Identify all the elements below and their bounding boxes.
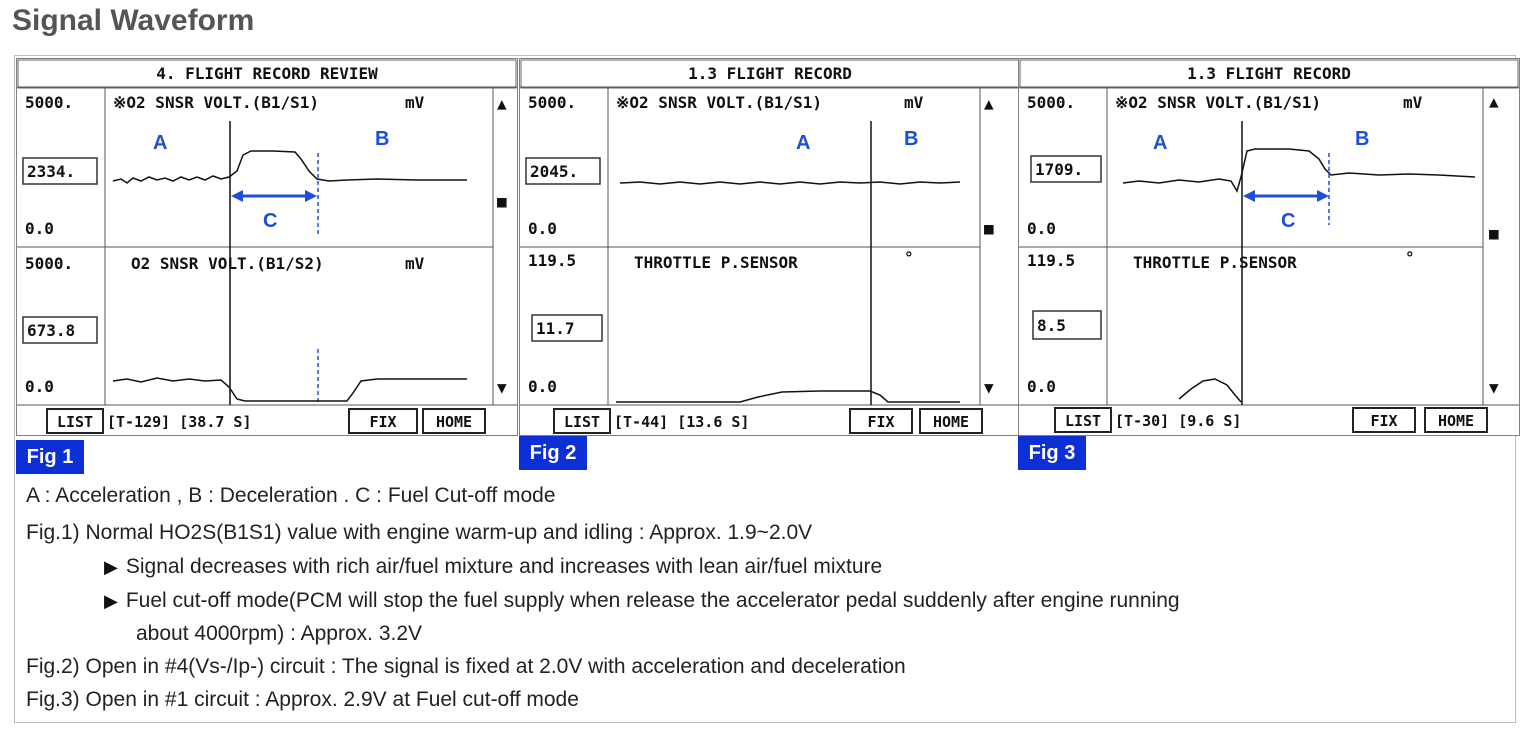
scroll-thumb-icon[interactable]: ■ xyxy=(984,219,994,238)
marker-c: C xyxy=(1281,210,1296,232)
fix-button-label: FIX xyxy=(867,413,895,431)
home-button-label: HOME xyxy=(932,413,970,431)
scroll-thumb-icon[interactable]: ■ xyxy=(497,192,507,211)
top-max: 5000. xyxy=(25,93,74,112)
bottom-waveform xyxy=(616,391,960,402)
bullet-note-2 xyxy=(104,589,1180,613)
top-waveform xyxy=(113,151,467,183)
bottom-unit: ° xyxy=(1405,248,1415,267)
top-value: 2045. xyxy=(530,162,579,181)
top-min: 0.0 xyxy=(1027,219,1056,238)
bottom-waveform xyxy=(1179,379,1241,402)
fix-button-label: FIX xyxy=(1370,412,1398,430)
page-title: Signal Waveform xyxy=(12,4,255,37)
top-label: ※O2 SNSR VOLT.(B1/S1) xyxy=(616,93,823,112)
list-button-label: LIST xyxy=(56,413,94,431)
record-info: [T-129] [38.7 S] xyxy=(107,413,252,431)
marker-b: B xyxy=(375,128,390,150)
marker-a: A xyxy=(796,132,811,154)
bottom-value: 8.5 xyxy=(1037,316,1066,335)
top-max: 5000. xyxy=(528,93,577,112)
panel-header: 1.3 FLIGHT RECORD xyxy=(688,64,852,83)
record-info: [T-30] [9.6 S] xyxy=(1115,412,1242,430)
bullet-triangle-icon: ▶ xyxy=(104,591,118,611)
top-value: 2334. xyxy=(27,162,76,181)
marker-b: B xyxy=(904,128,919,150)
top-label: ※O2 SNSR VOLT.(B1/S1) xyxy=(113,93,320,112)
scroll-up-icon[interactable]: ▲ xyxy=(497,94,507,113)
top-unit: mV xyxy=(405,93,425,112)
top-max: 5000. xyxy=(1027,93,1076,112)
top-unit: mV xyxy=(1403,93,1423,112)
marker-b: B xyxy=(1355,128,1370,150)
panel-header: 4. FLIGHT RECORD REVIEW xyxy=(156,64,378,83)
bottom-min: 0.0 xyxy=(25,377,54,396)
bottom-min: 0.0 xyxy=(1027,377,1056,396)
legend-note: A : Acceleration , B : Deceleration . C : Fuel Cut-off mode xyxy=(26,484,556,507)
marker-c: C xyxy=(263,210,278,232)
list-button-label: LIST xyxy=(1064,412,1102,430)
fig2-note: Fig.2) Open in #4(Vs-/Ip-) circuit : The signal is fixed at 2.0V with acceleration and deceleration xyxy=(26,655,906,678)
fig-label-2: Fig 2 xyxy=(519,436,587,470)
fix-button-label: FIX xyxy=(369,413,397,431)
scroll-thumb-icon[interactable]: ■ xyxy=(1489,224,1499,243)
record-info: [T-44] [13.6 S] xyxy=(614,413,750,431)
bottom-label: O2 SNSR VOLT.(B1/S2) xyxy=(131,254,324,273)
fig-label-3: Fig 3 xyxy=(1018,436,1086,470)
bullet-note-2-cont: about 4000rpm) : Approx. 3.2V xyxy=(136,622,423,645)
scroll-down-icon[interactable]: ▼ xyxy=(497,378,507,397)
panel-header: 1.3 FLIGHT RECORD xyxy=(1187,64,1351,83)
home-button-label: HOME xyxy=(435,413,473,431)
top-unit: mV xyxy=(904,93,924,112)
top-min: 0.0 xyxy=(528,219,557,238)
top-value: 1709. xyxy=(1035,160,1084,179)
bottom-value: 11.7 xyxy=(536,319,575,338)
bottom-unit: ° xyxy=(904,248,914,267)
bottom-value: 673.8 xyxy=(27,321,76,340)
top-waveform xyxy=(620,182,960,184)
bottom-label: THROTTLE P.SENSOR xyxy=(634,253,798,272)
scroll-up-icon[interactable]: ▲ xyxy=(1489,92,1499,111)
bottom-unit: mV xyxy=(405,254,425,273)
bottom-label: THROTTLE P.SENSOR xyxy=(1133,253,1297,272)
top-waveform xyxy=(1123,149,1475,191)
scroll-down-icon[interactable]: ▼ xyxy=(1489,378,1499,397)
bullet-note-1 xyxy=(104,555,882,579)
bottom-max: 119.5 xyxy=(528,251,577,270)
bullet-text: Fuel cut-off mode(PCM will stop the fuel supply when release the accelerator pedal suddenly after engine running xyxy=(125,589,1180,612)
top-label: ※O2 SNSR VOLT.(B1/S1) xyxy=(1115,93,1322,112)
list-button-label: LIST xyxy=(563,413,601,431)
fig3-note: Fig.3) Open in #1 circuit : Approx. 2.9V at Fuel cut-off mode xyxy=(26,688,579,711)
bullet-triangle-icon: ▶ xyxy=(104,557,118,577)
home-button-label: HOME xyxy=(1437,412,1475,430)
bottom-waveform xyxy=(113,378,467,401)
fig1-note: Fig.1) Normal HO2S(B1S1) value with engine warm-up and idling : Approx. 1.9~2.0V xyxy=(26,521,813,544)
scan-panel-3 xyxy=(1018,58,1520,436)
scroll-up-icon[interactable]: ▲ xyxy=(984,94,994,113)
bottom-max: 5000. xyxy=(25,254,74,273)
marker-a: A xyxy=(1153,132,1168,154)
scan-panel-2 xyxy=(519,58,1021,436)
scan-panel-1 xyxy=(16,58,518,436)
scroll-down-icon[interactable]: ▼ xyxy=(984,378,994,397)
bullet-text: Signal decreases with rich air/fuel mixture and increases with lean air/fuel mixture xyxy=(125,555,883,578)
marker-a: A xyxy=(153,132,168,154)
fig-label-1: Fig 1 xyxy=(16,440,84,474)
top-min: 0.0 xyxy=(25,219,54,238)
bottom-max: 119.5 xyxy=(1027,251,1076,270)
bottom-min: 0.0 xyxy=(528,377,557,396)
